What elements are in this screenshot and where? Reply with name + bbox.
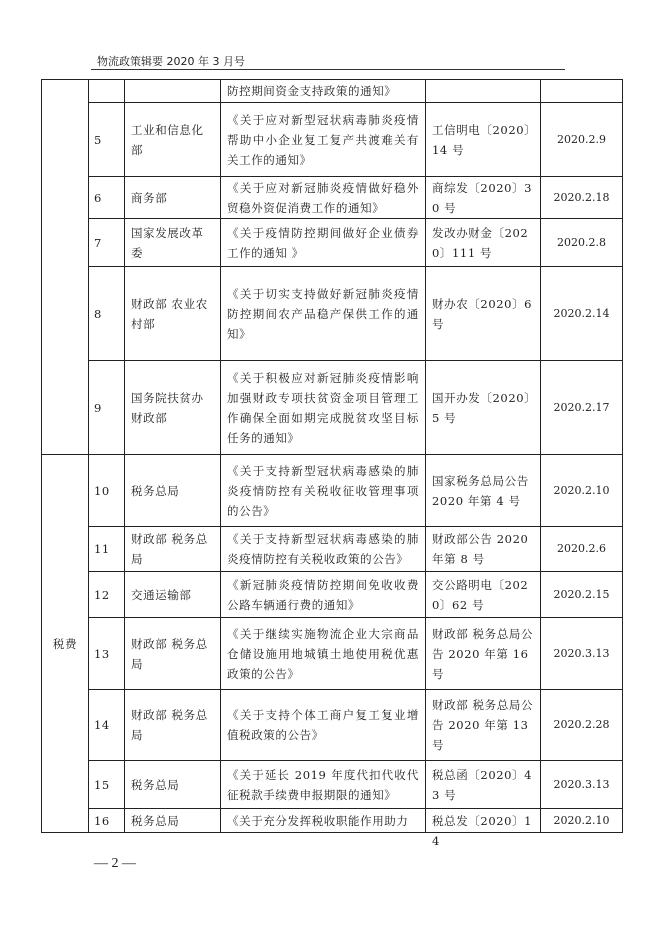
department-cell: 财政部 税务总局 [125, 618, 221, 690]
doc-title-cell: 防控期间资金支持政策的通知》 [221, 80, 426, 103]
row-number: 16 [89, 809, 125, 833]
date-cell: 2020.2.9 [541, 103, 623, 177]
table-row [42, 690, 623, 761]
department-cell: 财政部 税务总局 [125, 690, 221, 761]
doc-title-cell: 《关于继续实施物流企业大宗商品仓储设施用地城镇土地使用税优惠政策的公告》 [221, 618, 426, 690]
doc-title-cell: 《新冠肺炎疫情防控期间免收收费公路车辆通行费的通知》 [221, 572, 426, 618]
page-number: — 2 — [94, 856, 136, 871]
date-cell: 2020.2.17 [541, 361, 623, 455]
doc-number-cell: 商综发〔2020〕30 号 [426, 177, 541, 219]
category-cell-tax: 税费 [42, 455, 89, 833]
date-cell: 2020.2.10 [541, 809, 623, 833]
doc-number-cell: 国开办发〔2020〕5 号 [426, 361, 541, 455]
doc-title-cell: 《关于切实支持做好新冠肺炎疫情防控期间农产品稳产保供工作的通知》 [221, 267, 426, 361]
policy-table [41, 79, 623, 848]
table-row [42, 455, 623, 527]
table-row [42, 219, 623, 267]
row-number: 14 [89, 690, 125, 761]
department-cell: 国家发展改革委 [125, 219, 221, 267]
date-cell: 2020.3.13 [541, 618, 623, 690]
table-row [42, 361, 623, 455]
doc-title-cell: 《关于积极应对新冠肺炎疫情影响加强财政专项扶贫资金项目管理工作确保全面如期完成脱贫攻坚目标任务的通知》 [221, 361, 426, 455]
doc-title-cell: 《关于延长 2019 年度代扣代收代征税款手续费申报期限的通知》 [221, 761, 426, 809]
row-number: 9 [89, 361, 125, 455]
category-cell [42, 80, 89, 455]
department-cell: 税务总局 [125, 761, 221, 809]
doc-number-cell: 财办农〔2020〕6 号 [426, 267, 541, 361]
doc-number-cell: 财政部公告 2020 年第 8 号 [426, 527, 541, 572]
table-row [42, 572, 623, 618]
row-number: 15 [89, 761, 125, 809]
doc-title-cell: 《关于应对新冠肺炎疫情做好稳外贸稳外资促消费工作的通知》 [221, 177, 426, 219]
row-number: 8 [89, 267, 125, 361]
doc-title-cell: 《关于支持个体工商户复工复业增值税政策的公告》 [221, 690, 426, 761]
doc-number-cell: 国家税务总局公告 2020 年第 4 号 [426, 455, 541, 527]
doc-number-cell: 发改办财金〔2020〕111 号 [426, 219, 541, 267]
doc-number-cell: 税总函〔2020〕43 号 [426, 761, 541, 809]
department-cell: 交通运输部 [125, 572, 221, 618]
department-cell: 税务总局 [125, 455, 221, 527]
department-cell: 工业和信息化部 [125, 103, 221, 177]
date-cell: 2020.2.6 [541, 527, 623, 572]
department-cell: 国务院扶贫办 财政部 [125, 361, 221, 455]
date-cell: 2020.2.8 [541, 219, 623, 267]
table-row [42, 177, 623, 219]
date-cell: 2020.2.14 [541, 267, 623, 361]
doc-number-cell [426, 809, 541, 848]
doc-number-cell: 交公路明电〔2020〕62 号 [426, 572, 541, 618]
department-cell: 财政部 农业农村部 [125, 267, 221, 361]
header-rule [91, 69, 565, 70]
doc-title-cell: 《关于疫情防控期间做好企业债券工作的通知 》 [221, 219, 426, 267]
doc-number-cell: 财政部 税务总局公告 2020 年第 13 号 [426, 690, 541, 761]
doc-title-cell: 《关于支持新型冠状病毒感染的肺炎疫情防控有关税收征收管理事项的公告》 [221, 455, 426, 527]
date-cell: 2020.3.13 [541, 761, 623, 809]
row-number: 10 [89, 455, 125, 527]
date-cell: 2020.2.18 [541, 177, 623, 219]
department-cell: 财政部 税务总局 [125, 527, 221, 572]
row-number: 7 [89, 219, 125, 267]
doc-title-text: 《关于充分发挥税收职能作用助力 [227, 813, 409, 828]
doc-number-text: 税总发〔2020〕14 [432, 813, 533, 848]
table-row [42, 267, 623, 361]
row-number: 11 [89, 527, 125, 572]
doc-title-cell: 《关于应对新型冠状病毒肺炎疫情帮助中小企业复工复产共渡难关有关工作的通知》 [221, 103, 426, 177]
table-row [42, 103, 623, 177]
row-number: 13 [89, 618, 125, 690]
row-number: 6 [89, 177, 125, 219]
doc-number-cell: 财政部 税务总局公告 2020 年第 16 号 [426, 618, 541, 690]
table-row [42, 809, 623, 833]
table-row [42, 527, 623, 572]
row-number: 12 [89, 572, 125, 618]
table-row [42, 761, 623, 809]
date-cell: 2020.2.28 [541, 690, 623, 761]
date-cell: 2020.2.15 [541, 572, 623, 618]
doc-number-cell: 工信明电〔2020〕14 号 [426, 103, 541, 177]
doc-title-cell: 《关于支持新型冠状病毒感染的肺炎疫情防控有关税收政策的公告》 [221, 527, 426, 572]
running-header: 物流政策辑要 2020 年 3 月号 [97, 55, 245, 68]
row-number: 5 [89, 103, 125, 177]
doc-title-cell [221, 809, 426, 833]
department-cell: 税务总局 [125, 809, 221, 833]
date-cell: 2020.2.10 [541, 455, 623, 527]
table-row [42, 618, 623, 690]
table-row [42, 80, 623, 103]
department-cell: 商务部 [125, 177, 221, 219]
